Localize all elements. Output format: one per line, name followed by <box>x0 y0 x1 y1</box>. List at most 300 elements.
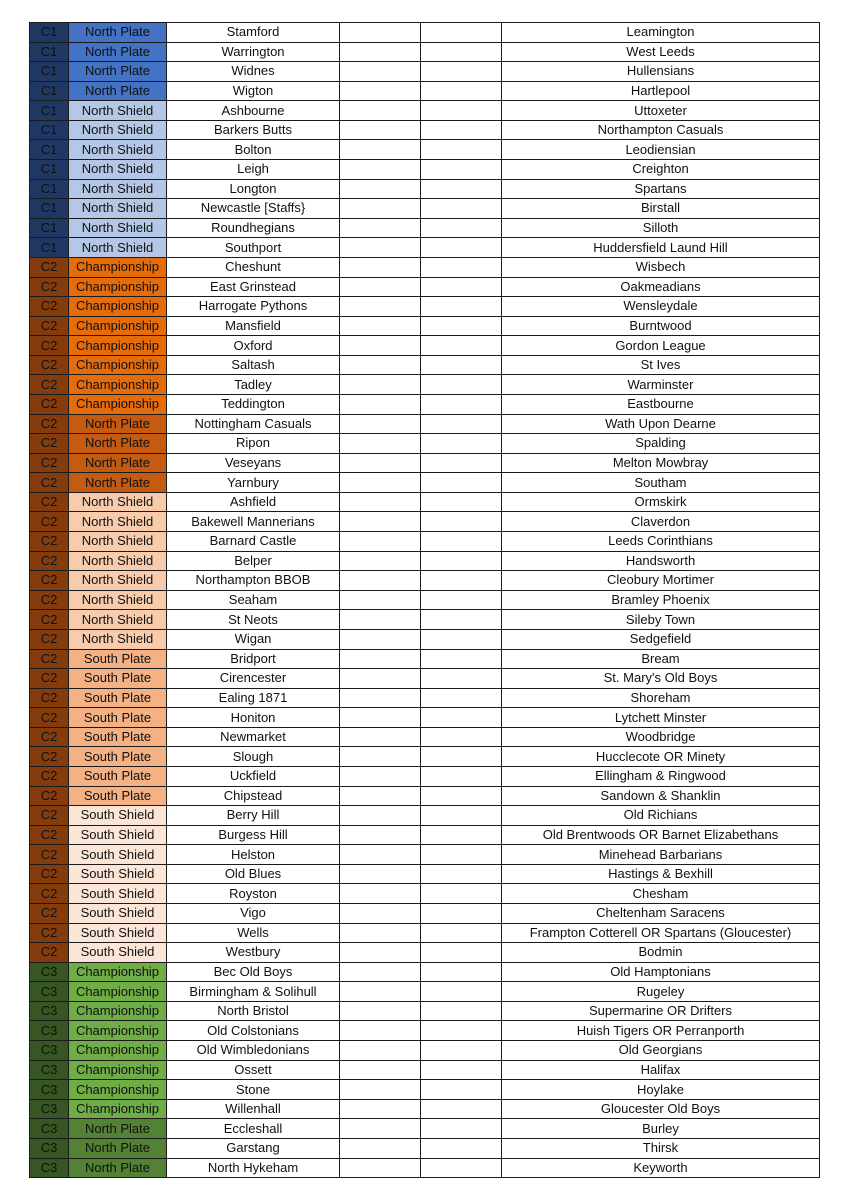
away-team-cell: Ellingham & Ringwood <box>502 766 820 786</box>
competition-cell: South Shield <box>69 923 167 943</box>
away-team-cell: Leodiensian <box>502 140 820 160</box>
away-team-cell: Old Brentwoods OR Barnet Elizabethans <box>502 825 820 845</box>
away-team-cell: Silloth <box>502 218 820 238</box>
empty-cell <box>340 140 421 160</box>
empty-cell <box>421 1060 502 1080</box>
competition-cell: North Shield <box>69 610 167 630</box>
home-team-cell: Wigton <box>167 81 340 101</box>
competition-cell: South Plate <box>69 649 167 669</box>
home-team-cell: Leigh <box>167 160 340 180</box>
competition-cell: Championship <box>69 355 167 375</box>
table-row <box>30 786 820 806</box>
table-row <box>30 532 820 552</box>
division-code-cell: C2 <box>30 649 69 669</box>
table-row <box>30 316 820 336</box>
competition-cell: South Shield <box>69 864 167 884</box>
fixtures-body <box>30 23 820 1178</box>
competition-cell: Championship <box>69 982 167 1002</box>
table-row <box>30 825 820 845</box>
home-team-cell: Bridport <box>167 649 340 669</box>
home-team-cell: Nottingham Casuals <box>167 414 340 434</box>
empty-cell <box>421 179 502 199</box>
empty-cell <box>340 120 421 140</box>
division-code-cell: C1 <box>30 120 69 140</box>
empty-cell <box>421 962 502 982</box>
division-code-cell: C3 <box>30 1080 69 1100</box>
competition-cell: Championship <box>69 1021 167 1041</box>
empty-cell <box>421 473 502 493</box>
division-code-cell: C2 <box>30 355 69 375</box>
home-team-cell: Birmingham & Solihull <box>167 982 340 1002</box>
empty-cell <box>421 766 502 786</box>
table-row <box>30 336 820 356</box>
division-code-cell: C1 <box>30 199 69 219</box>
competition-cell: North Shield <box>69 551 167 571</box>
away-team-cell: Sileby Town <box>502 610 820 630</box>
home-team-cell: Garstang <box>167 1138 340 1158</box>
empty-cell <box>421 492 502 512</box>
competition-cell: South Shield <box>69 845 167 865</box>
home-team-cell: Saltash <box>167 355 340 375</box>
empty-cell <box>340 884 421 904</box>
empty-cell <box>421 1021 502 1041</box>
table-row <box>30 1158 820 1178</box>
competition-cell: North Shield <box>69 492 167 512</box>
empty-cell <box>340 81 421 101</box>
division-code-cell: C2 <box>30 904 69 924</box>
empty-cell <box>340 434 421 454</box>
competition-cell: North Shield <box>69 512 167 532</box>
division-code-cell: C2 <box>30 864 69 884</box>
division-code-cell: C2 <box>30 923 69 943</box>
away-team-cell: Leeds Corinthians <box>502 532 820 552</box>
empty-cell <box>421 355 502 375</box>
table-row <box>30 414 820 434</box>
division-code-cell: C1 <box>30 160 69 180</box>
home-team-cell: Willenhall <box>167 1099 340 1119</box>
table-row <box>30 355 820 375</box>
table-row <box>30 551 820 571</box>
competition-cell: North Plate <box>69 473 167 493</box>
away-team-cell: Bream <box>502 649 820 669</box>
empty-cell <box>340 943 421 963</box>
table-row <box>30 62 820 82</box>
empty-cell <box>340 355 421 375</box>
away-team-cell: Wath Upon Dearne <box>502 414 820 434</box>
empty-cell <box>340 766 421 786</box>
competition-cell: South Plate <box>69 727 167 747</box>
empty-cell <box>340 473 421 493</box>
empty-cell <box>421 297 502 317</box>
competition-cell: Championship <box>69 316 167 336</box>
empty-cell <box>421 610 502 630</box>
empty-cell <box>340 62 421 82</box>
competition-cell: South Plate <box>69 766 167 786</box>
division-code-cell: C2 <box>30 453 69 473</box>
home-team-cell: Ealing 1871 <box>167 688 340 708</box>
competition-cell: North Plate <box>69 1138 167 1158</box>
competition-cell: North Shield <box>69 571 167 591</box>
home-team-cell: Wigan <box>167 629 340 649</box>
away-team-cell: Burley <box>502 1119 820 1139</box>
empty-cell <box>421 864 502 884</box>
empty-cell <box>340 23 421 43</box>
away-team-cell: Woodbridge <box>502 727 820 747</box>
competition-cell: North Plate <box>69 434 167 454</box>
division-code-cell: C2 <box>30 571 69 591</box>
empty-cell <box>340 806 421 826</box>
away-team-cell: West Leeds <box>502 42 820 62</box>
away-team-cell: Old Hamptonians <box>502 962 820 982</box>
away-team-cell: Eastbourne <box>502 394 820 414</box>
table-row <box>30 1119 820 1139</box>
home-team-cell: Old Blues <box>167 864 340 884</box>
away-team-cell: Huddersfield Laund Hill <box>502 238 820 258</box>
competition-cell: Championship <box>69 336 167 356</box>
empty-cell <box>340 1060 421 1080</box>
division-code-cell: C1 <box>30 140 69 160</box>
home-team-cell: Veseyans <box>167 453 340 473</box>
away-team-cell: Shoreham <box>502 688 820 708</box>
home-team-cell: Newmarket <box>167 727 340 747</box>
empty-cell <box>421 394 502 414</box>
table-row <box>30 864 820 884</box>
away-team-cell: Northampton Casuals <box>502 120 820 140</box>
empty-cell <box>340 864 421 884</box>
empty-cell <box>340 590 421 610</box>
empty-cell <box>340 160 421 180</box>
away-team-cell: Bramley Phoenix <box>502 590 820 610</box>
away-team-cell: St Ives <box>502 355 820 375</box>
table-row <box>30 1060 820 1080</box>
competition-cell: Championship <box>69 277 167 297</box>
competition-cell: North Shield <box>69 590 167 610</box>
table-row <box>30 943 820 963</box>
empty-cell <box>340 42 421 62</box>
empty-cell <box>421 943 502 963</box>
competition-cell: North Shield <box>69 101 167 121</box>
competition-cell: South Shield <box>69 825 167 845</box>
division-code-cell: C1 <box>30 62 69 82</box>
home-team-cell: Southport <box>167 238 340 258</box>
division-code-cell: C2 <box>30 590 69 610</box>
empty-cell <box>421 923 502 943</box>
competition-cell: North Shield <box>69 199 167 219</box>
empty-cell <box>340 747 421 767</box>
division-code-cell: C2 <box>30 727 69 747</box>
empty-cell <box>340 218 421 238</box>
empty-cell <box>340 610 421 630</box>
empty-cell <box>421 375 502 395</box>
table-row <box>30 962 820 982</box>
empty-cell <box>421 1138 502 1158</box>
away-team-cell: Rugeley <box>502 982 820 1002</box>
division-code-cell: C2 <box>30 766 69 786</box>
away-team-cell: Birstall <box>502 199 820 219</box>
empty-cell <box>421 649 502 669</box>
division-code-cell: C3 <box>30 1060 69 1080</box>
empty-cell <box>421 1158 502 1178</box>
division-code-cell: C2 <box>30 747 69 767</box>
empty-cell <box>340 394 421 414</box>
empty-cell <box>421 590 502 610</box>
empty-cell <box>340 492 421 512</box>
division-code-cell: C2 <box>30 629 69 649</box>
away-team-cell: Handsworth <box>502 551 820 571</box>
away-team-cell: Old Georgians <box>502 1041 820 1061</box>
division-code-cell: C2 <box>30 336 69 356</box>
empty-cell <box>340 982 421 1002</box>
empty-cell <box>421 806 502 826</box>
away-team-cell: Huish Tigers OR Perranporth <box>502 1021 820 1041</box>
home-team-cell: Yarnbury <box>167 473 340 493</box>
competition-cell: North Shield <box>69 160 167 180</box>
table-row <box>30 669 820 689</box>
empty-cell <box>421 277 502 297</box>
division-code-cell: C1 <box>30 218 69 238</box>
empty-cell <box>421 727 502 747</box>
away-team-cell: Gloucester Old Boys <box>502 1099 820 1119</box>
empty-cell <box>340 649 421 669</box>
home-team-cell: Wells <box>167 923 340 943</box>
fixtures-table <box>29 22 820 1178</box>
home-team-cell: Berry Hill <box>167 806 340 826</box>
competition-cell: North Plate <box>69 414 167 434</box>
table-row <box>30 1099 820 1119</box>
away-team-cell: Gordon League <box>502 336 820 356</box>
table-row <box>30 199 820 219</box>
competition-cell: Championship <box>69 1060 167 1080</box>
empty-cell <box>421 1041 502 1061</box>
division-code-cell: C2 <box>30 551 69 571</box>
empty-cell <box>340 1001 421 1021</box>
home-team-cell: Royston <box>167 884 340 904</box>
empty-cell <box>340 845 421 865</box>
competition-cell: South Shield <box>69 884 167 904</box>
empty-cell <box>421 884 502 904</box>
empty-cell <box>340 297 421 317</box>
table-row <box>30 101 820 121</box>
empty-cell <box>421 845 502 865</box>
home-team-cell: Ripon <box>167 434 340 454</box>
table-row <box>30 688 820 708</box>
table-row <box>30 904 820 924</box>
away-team-cell: Hucclecote OR Minety <box>502 747 820 767</box>
division-code-cell: C2 <box>30 257 69 277</box>
division-code-cell: C2 <box>30 845 69 865</box>
empty-cell <box>421 571 502 591</box>
away-team-cell: Hartlepool <box>502 81 820 101</box>
home-team-cell: Vigo <box>167 904 340 924</box>
away-team-cell: Halifax <box>502 1060 820 1080</box>
division-code-cell: C3 <box>30 962 69 982</box>
division-code-cell: C2 <box>30 943 69 963</box>
empty-cell <box>340 727 421 747</box>
empty-cell <box>421 669 502 689</box>
home-team-cell: Burgess Hill <box>167 825 340 845</box>
empty-cell <box>421 512 502 532</box>
home-team-cell: Helston <box>167 845 340 865</box>
division-code-cell: C1 <box>30 179 69 199</box>
competition-cell: North Plate <box>69 81 167 101</box>
away-team-cell: Uttoxeter <box>502 101 820 121</box>
empty-cell <box>421 786 502 806</box>
table-row <box>30 1138 820 1158</box>
table-row <box>30 1080 820 1100</box>
table-row <box>30 375 820 395</box>
away-team-cell: Chesham <box>502 884 820 904</box>
empty-cell <box>421 688 502 708</box>
empty-cell <box>340 257 421 277</box>
table-row <box>30 1001 820 1021</box>
table-row <box>30 845 820 865</box>
table-row <box>30 629 820 649</box>
competition-cell: Championship <box>69 1080 167 1100</box>
away-team-cell: Leamington <box>502 23 820 43</box>
empty-cell <box>421 336 502 356</box>
division-code-cell: C1 <box>30 42 69 62</box>
away-team-cell: Lytchett Minster <box>502 708 820 728</box>
home-team-cell: Bec Old Boys <box>167 962 340 982</box>
home-team-cell: Barnard Castle <box>167 532 340 552</box>
empty-cell <box>340 532 421 552</box>
table-row <box>30 140 820 160</box>
empty-cell <box>421 982 502 1002</box>
away-team-cell: Wisbech <box>502 257 820 277</box>
empty-cell <box>340 669 421 689</box>
competition-cell: North Shield <box>69 179 167 199</box>
table-row <box>30 610 820 630</box>
away-team-cell: Burntwood <box>502 316 820 336</box>
competition-cell: North Plate <box>69 1119 167 1139</box>
table-row <box>30 160 820 180</box>
division-code-cell: C3 <box>30 1119 69 1139</box>
table-row <box>30 766 820 786</box>
division-code-cell: C2 <box>30 532 69 552</box>
competition-cell: South Shield <box>69 904 167 924</box>
division-code-cell: C2 <box>30 375 69 395</box>
table-row <box>30 727 820 747</box>
away-team-cell: Sandown & Shanklin <box>502 786 820 806</box>
table-row <box>30 257 820 277</box>
away-team-cell: Keyworth <box>502 1158 820 1178</box>
empty-cell <box>340 277 421 297</box>
table-row <box>30 277 820 297</box>
empty-cell <box>421 747 502 767</box>
empty-cell <box>340 238 421 258</box>
home-team-cell: Stone <box>167 1080 340 1100</box>
away-team-cell: Bodmin <box>502 943 820 963</box>
home-team-cell: Honiton <box>167 708 340 728</box>
table-row <box>30 434 820 454</box>
empty-cell <box>421 120 502 140</box>
away-team-cell: Melton Mowbray <box>502 453 820 473</box>
empty-cell <box>340 316 421 336</box>
empty-cell <box>421 551 502 571</box>
division-code-cell: C3 <box>30 1041 69 1061</box>
empty-cell <box>421 140 502 160</box>
home-team-cell: Cirencester <box>167 669 340 689</box>
division-code-cell: C3 <box>30 1158 69 1178</box>
home-team-cell: Bolton <box>167 140 340 160</box>
away-team-cell: Minehead Barbarians <box>502 845 820 865</box>
competition-cell: South Shield <box>69 943 167 963</box>
home-team-cell: North Hykeham <box>167 1158 340 1178</box>
table-row <box>30 1041 820 1061</box>
division-code-cell: C2 <box>30 394 69 414</box>
competition-cell: Championship <box>69 1099 167 1119</box>
division-code-cell: C3 <box>30 1099 69 1119</box>
division-code-cell: C2 <box>30 473 69 493</box>
empty-cell <box>340 923 421 943</box>
home-team-cell: Harrogate Pythons <box>167 297 340 317</box>
empty-cell <box>340 1119 421 1139</box>
empty-cell <box>421 81 502 101</box>
division-code-cell: C2 <box>30 708 69 728</box>
empty-cell <box>421 532 502 552</box>
table-row <box>30 453 820 473</box>
table-row <box>30 708 820 728</box>
empty-cell <box>340 904 421 924</box>
home-team-cell: Slough <box>167 747 340 767</box>
division-code-cell: C1 <box>30 23 69 43</box>
table-row <box>30 42 820 62</box>
division-code-cell: C2 <box>30 414 69 434</box>
table-row <box>30 179 820 199</box>
home-team-cell: Longton <box>167 179 340 199</box>
table-row <box>30 884 820 904</box>
division-code-cell: C2 <box>30 884 69 904</box>
empty-cell <box>340 825 421 845</box>
home-team-cell: Barkers Butts <box>167 120 340 140</box>
empty-cell <box>340 1080 421 1100</box>
table-row <box>30 394 820 414</box>
empty-cell <box>421 316 502 336</box>
empty-cell <box>340 1021 421 1041</box>
table-row <box>30 492 820 512</box>
competition-cell: North Plate <box>69 62 167 82</box>
empty-cell <box>340 708 421 728</box>
competition-cell: North Plate <box>69 453 167 473</box>
empty-cell <box>421 414 502 434</box>
home-team-cell: Chipstead <box>167 786 340 806</box>
home-team-cell: Northampton BBOB <box>167 571 340 591</box>
table-row <box>30 23 820 43</box>
home-team-cell: Westbury <box>167 943 340 963</box>
home-team-cell: Seaham <box>167 590 340 610</box>
home-team-cell: Ashfield <box>167 492 340 512</box>
table-row <box>30 81 820 101</box>
away-team-cell: Hoylake <box>502 1080 820 1100</box>
empty-cell <box>421 62 502 82</box>
empty-cell <box>340 786 421 806</box>
competition-cell: Championship <box>69 257 167 277</box>
empty-cell <box>340 336 421 356</box>
empty-cell <box>421 101 502 121</box>
empty-cell <box>421 218 502 238</box>
away-team-cell: Southam <box>502 473 820 493</box>
division-code-cell: C2 <box>30 297 69 317</box>
away-team-cell: Supermarine OR Drifters <box>502 1001 820 1021</box>
empty-cell <box>340 375 421 395</box>
empty-cell <box>421 1099 502 1119</box>
home-team-cell: Stamford <box>167 23 340 43</box>
table-row <box>30 806 820 826</box>
competition-cell: North Shield <box>69 140 167 160</box>
competition-cell: Championship <box>69 297 167 317</box>
empty-cell <box>421 238 502 258</box>
away-team-cell: Cleobury Mortimer <box>502 571 820 591</box>
